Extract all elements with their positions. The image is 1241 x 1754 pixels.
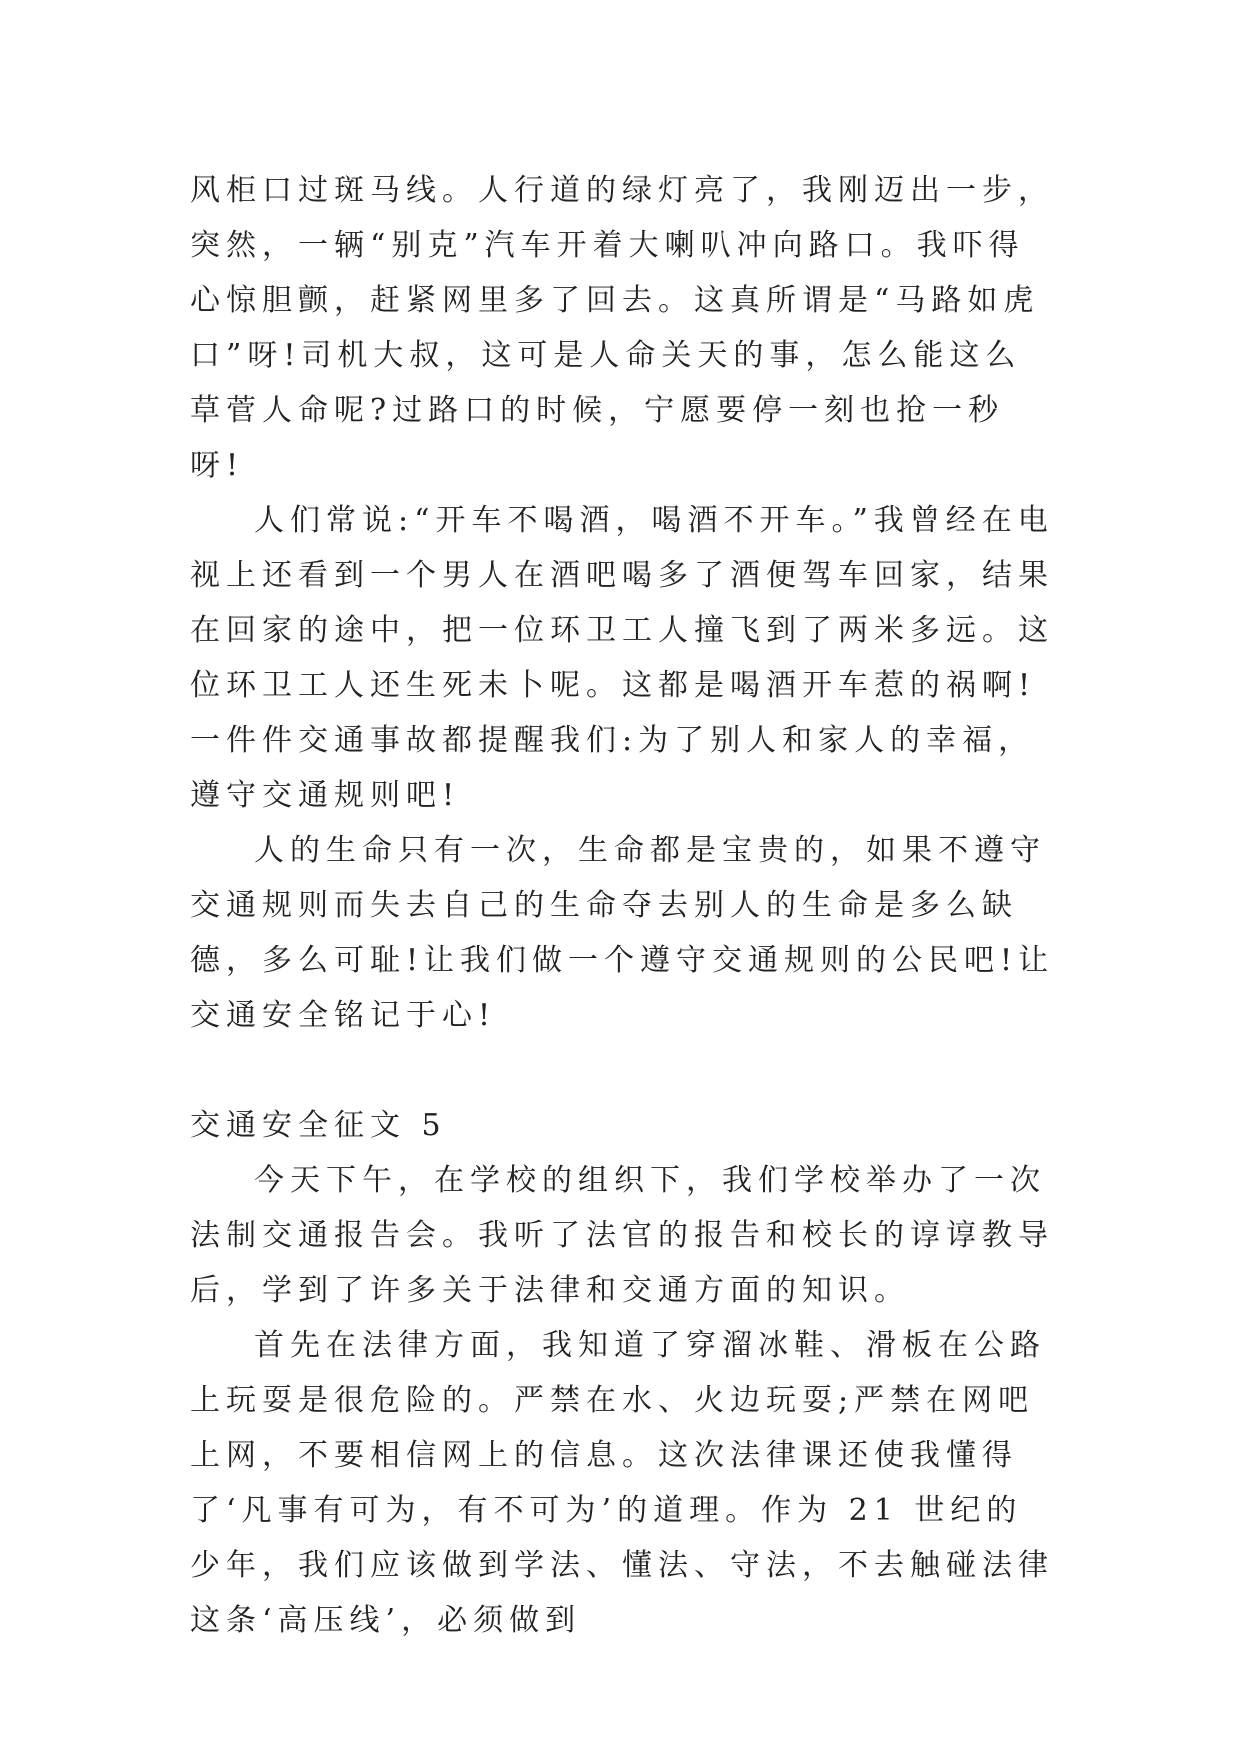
paragraph-drunk-driving: 人们常说:“开车不喝酒，喝酒不开车。”我曾经在电视上还看到一个男人在酒吧喝多了酒便驾车回家，结果在回家的途中，把一位环卫工人撞飞到了两米多远。这位环卫工人还生死未卜呢。这都是喝酒开车惹的祸啊!一件件交通事故都提醒我们:为了别人和家人的幸福，遵守交通规则吧! [190, 503, 1054, 813]
paragraph-life-precious: 人的生命只有一次，生命都是宝贵的，如果不遵守交通规则而失去自己的生命夺去别人的生命是多么缺德，多么可耻!让我们做一个遵守交通规则的公民吧!让交通安全铭记于心! [190, 833, 1055, 1033]
paragraph-law-aspects: 首先在法律方面，我知道了穿溜冰鞋、滑板在公路上玩耍是很危险的。严禁在水、火边玩耍;严禁在网吧上网，不要相信网上的信息。这次法律课还使我懂得了‘凡事有可为，有不可为’的道理。作为 21 世纪的少年，我们应该做到学法、懂法、守法，不去触碰法律这条‘高压线’，必须做到 [190, 1328, 1054, 1638]
paragraph-report-meeting: 今天下午，在学校的组织下，我们学校举办了一次法制交通报告会。我听了法官的报告和校长的谆谆教导后，学到了许多关于法律和交通方面的知识。 [190, 1163, 1054, 1308]
continuation-paragraph: 风柜口过斑马线。人行道的绿灯亮了，我刚迈出一步，突然，一辆“别克”汽车开着大喇叭冲向路口。我吓得心惊胆颤，赶紧网里多了回去。这真所谓是“马路如虎口”呀!司机大叔，这可是人命关天的事，怎么能这么草菅人命呢?过路口的时候，宁愿要停一刻也抢一秒呀! [190, 173, 1054, 483]
document-body [190, 163, 1056, 1648]
section-heading: 交通安全征文 5 [190, 1108, 447, 1143]
